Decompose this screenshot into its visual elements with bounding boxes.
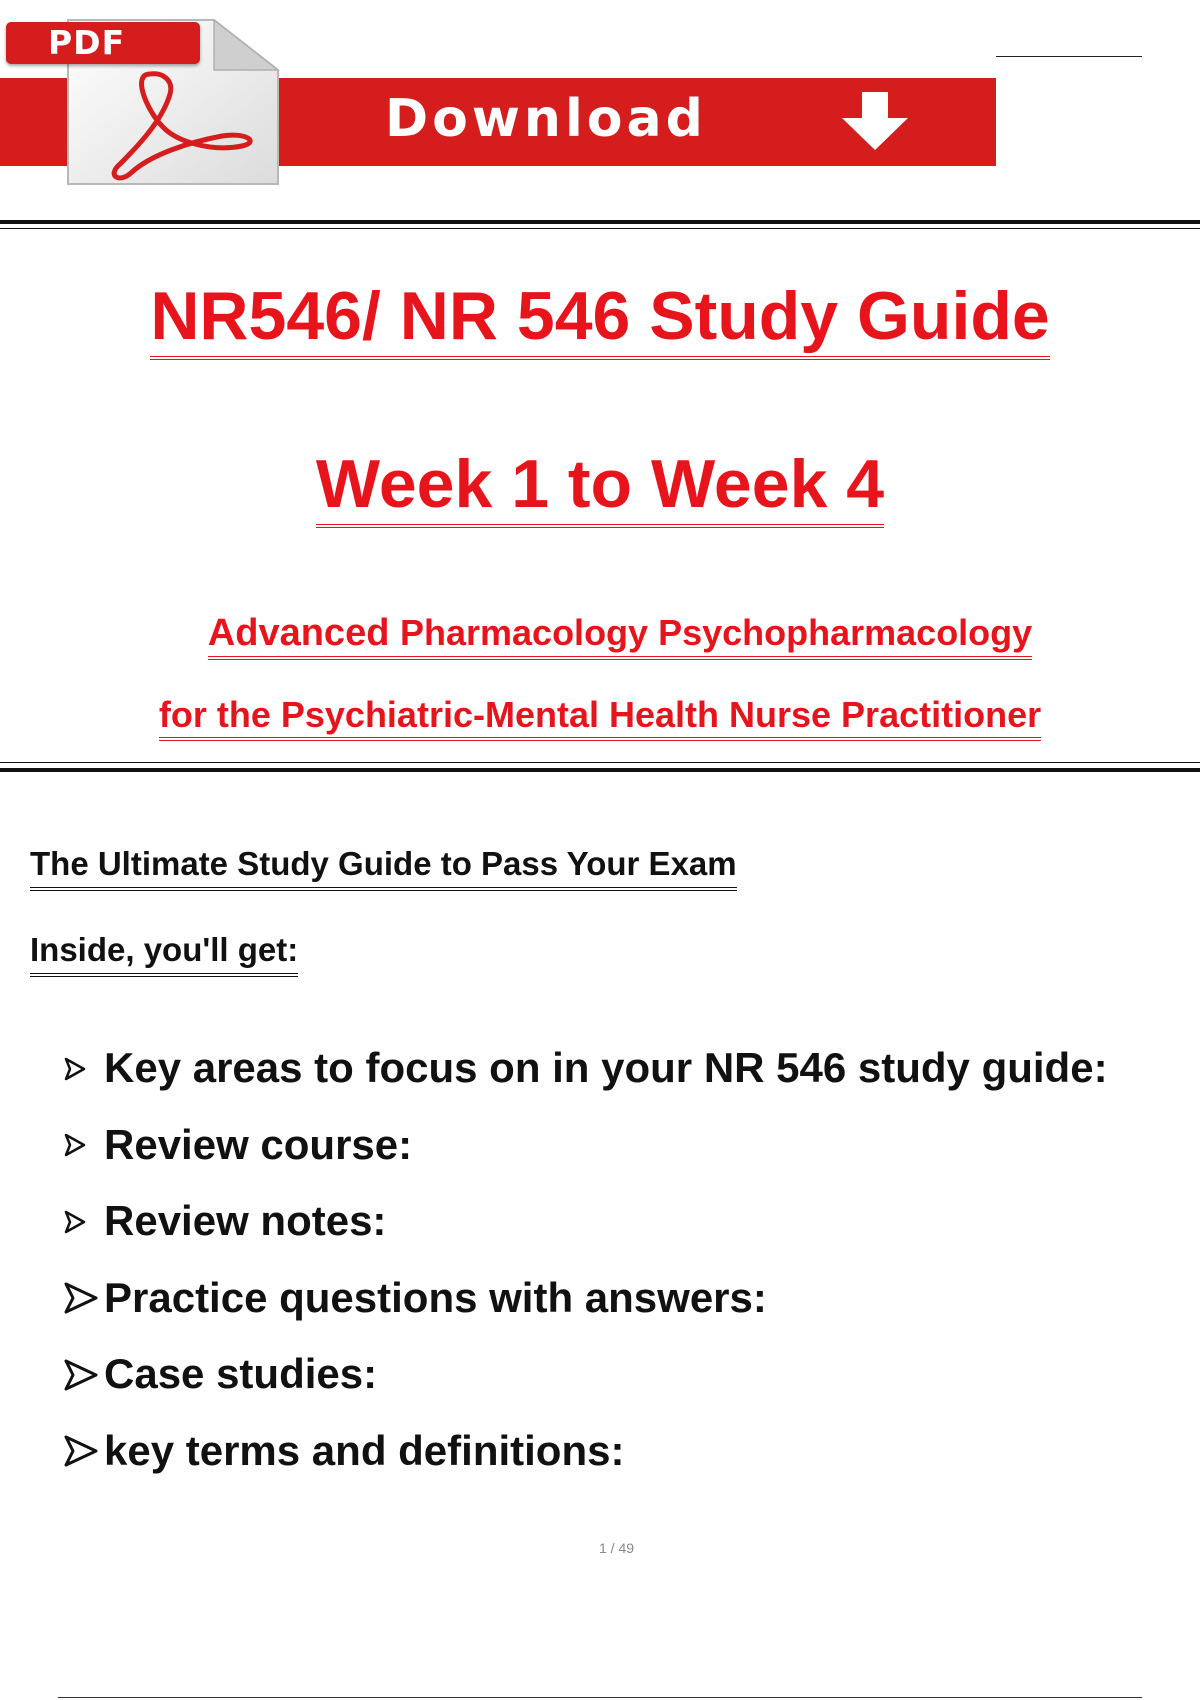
header-short-rule: [996, 56, 1142, 57]
list-item: [64, 1413, 1108, 1490]
subtitle-lead: Advanced: [207, 612, 390, 654]
list-item: [64, 1260, 1108, 1337]
pdf-badge-label: PDF: [48, 23, 126, 62]
weeks-title: [0, 444, 1200, 524]
arrow-bullet-icon: [64, 1057, 104, 1086]
course-subtitle-line2: [0, 690, 1200, 740]
download-label[interactable]: Download: [385, 89, 707, 149]
list-item-text: Review course:: [104, 1120, 413, 1168]
page-title-text: NR546/ NR 546 Study Guide: [150, 278, 1049, 360]
course-subtitle-text: [208, 612, 1032, 660]
contents-list: [64, 1030, 1108, 1489]
inside-heading: Inside, you'll get:: [30, 928, 298, 977]
list-item: [64, 1107, 1108, 1184]
list-item: [64, 1183, 1108, 1260]
page-title: [0, 276, 1200, 356]
arrow-bullet-icon: [64, 1358, 104, 1397]
subtitle-rest: Pharmacology Psychopharmacology: [399, 612, 1033, 653]
weeks-title-text: Week 1 to Week 4: [316, 446, 884, 528]
arrow-bullet-icon: [64, 1434, 104, 1473]
list-item-text: Key areas to focus on in your NR 546 study guide:: [104, 1044, 1108, 1092]
course-subtitle-line2-text: for the Psychiatric-Mental Health Nurse Practitioner: [159, 694, 1041, 741]
list-item-text: key terms and definitions:: [104, 1426, 625, 1474]
list-item: [64, 1030, 1108, 1107]
list-item: [64, 1336, 1108, 1413]
course-subtitle: [20, 608, 1200, 658]
ultimate-guide-heading: The Ultimate Study Guide to Pass Your Exam: [30, 842, 737, 891]
list-item-text: Case studies:: [104, 1350, 378, 1398]
footer-rule: [58, 1697, 1142, 1698]
arrow-bullet-icon: [64, 1210, 104, 1239]
arrow-bullet-icon: [64, 1133, 104, 1162]
arrow-down-icon[interactable]: [838, 92, 912, 152]
title-top-rule: [0, 220, 1200, 224]
title-bottom-rule-thin: [0, 762, 1200, 763]
arrow-bullet-icon: [64, 1281, 104, 1320]
list-item-text: Practice questions with answers:: [104, 1273, 767, 1321]
title-bottom-rule: [0, 768, 1200, 772]
list-item-text: Review notes:: [104, 1197, 387, 1245]
page-indicator: 1 / 49: [598, 1540, 635, 1556]
title-top-rule-thin: [0, 228, 1200, 229]
